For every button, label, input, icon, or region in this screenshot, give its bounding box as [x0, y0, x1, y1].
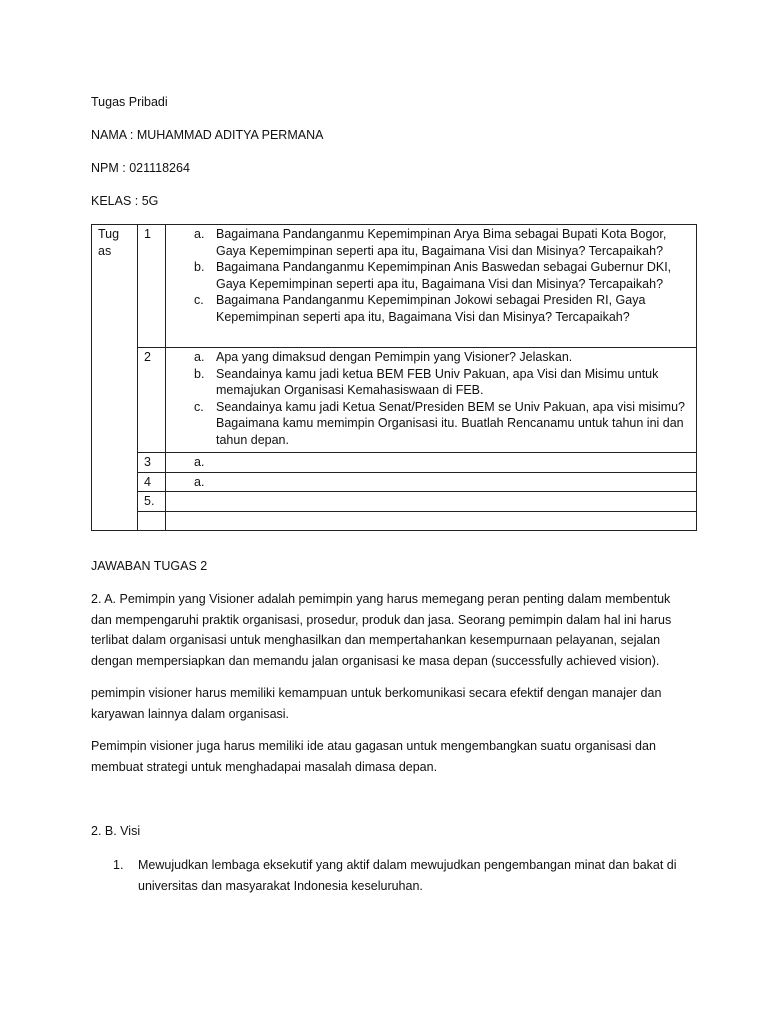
task-questions: a.: [166, 453, 697, 473]
table-row: [92, 453, 697, 473]
list-number: 1.: [113, 858, 124, 872]
task-number: 1: [138, 225, 166, 348]
answer-paragraph: Pemimpin visioner juga harus memiliki ide atau gagasan untuk mengembangkan suatu organisasi dan membuat strategi untuk menghadapai masalah dimasa depan.: [91, 739, 656, 774]
task-questions: [166, 492, 697, 512]
student-name: NAMA : MUHAMMAD ADITYA PERMANA: [91, 128, 324, 142]
task-questions: a.: [166, 472, 697, 492]
list-item: b. Bagaimana Pandanganmu Kepemimpinan Anis Baswedan sebagai Gubernur DKI, Gaya Kepemimpinan seperti apa itu, Bagaimana Visi dan Misinya? Tercapaikah?: [194, 260, 672, 291]
doc-title: Tugas Pribadi: [91, 95, 168, 109]
table-row: [92, 472, 697, 492]
list-item: b. Seandainya kamu jadi ketua BEM FEB Univ Pakuan, apa Visi dan Misimu untuk memajukan Organisasi Kemahasiswaan di FEB.: [194, 366, 659, 397]
task-questions: [166, 511, 697, 531]
table-row: [92, 225, 697, 348]
table-row: [92, 511, 697, 531]
student-npm: NPM : 021118264: [91, 161, 190, 175]
task-questions: [166, 225, 697, 348]
task-number: 2: [138, 348, 166, 453]
list-item: c. Seandainya kamu jadi Ketua Senat/Presiden BEM se Univ Pakuan, apa visi misimu? Bagaimana kamu memimpin Organisasi itu. Buatlah Rencanamu untuk tahun ini dan tahun depan.: [194, 399, 686, 447]
tugas-label: Tugas: [92, 225, 138, 531]
task-number: [138, 511, 166, 531]
list-item: a. Apa yang dimaksud dengan Pemimpin yang Visioner? Jelaskan.: [194, 350, 573, 364]
list-item: c. Bagaimana Pandanganmu Kepemimpinan Jokowi sebagai Presiden RI, Gaya Kepemimpinan seperti apa itu, Bagaimana Visi dan Misinya? Tercapaikah?: [194, 293, 646, 324]
list-item: a. Bagaimana Pandanganmu Kepemimpinan Arya Bima sebagai Bupati Kota Bogor, Gaya Kepemimpinan seperti apa itu, Bagaimana Visi dan Misinya? Tercapaikah?: [194, 227, 667, 258]
table-row: [92, 348, 697, 453]
answers-heading: JAWABAN TUGAS 2: [91, 559, 208, 573]
student-class: KELAS : 5G: [91, 194, 159, 208]
task-questions: [166, 348, 697, 453]
list-item: Mewujudkan lembaga eksekutif yang aktif dalam mewujudkan pengembangan minat dan bakat di universitas dan masyarakat Indonesia keseluruhan.: [138, 858, 677, 893]
answer-paragraph: pemimpin visioner harus memiliki kemampuan untuk berkomunikasi secara efektif dengan manajer dan karyawan lainnya dalam organisasi.: [91, 686, 662, 721]
visi-heading: 2. B. Visi: [91, 824, 141, 838]
task-number: 3: [138, 453, 166, 473]
task-number: 4: [138, 472, 166, 492]
task-number: 5.: [138, 492, 166, 512]
table-row: [92, 492, 697, 512]
answer-paragraph: 2. A. Pemimpin yang Visioner adalah pemimpin yang harus memegang peran penting dalam membentuk dan mempengaruhi praktik organisasi, prosedur, produk dan jasa. Seorang pemimpin dalam hal ini harus terlibat dalam organisasi untuk menghasilkan dan mempertahankan kesempurnaan pelayanan, sejalan dengan mempersiapkan dan memandu jalan organisasi ke masa depan (successfully achieved vision).: [91, 592, 672, 668]
task-table: [91, 224, 697, 531]
